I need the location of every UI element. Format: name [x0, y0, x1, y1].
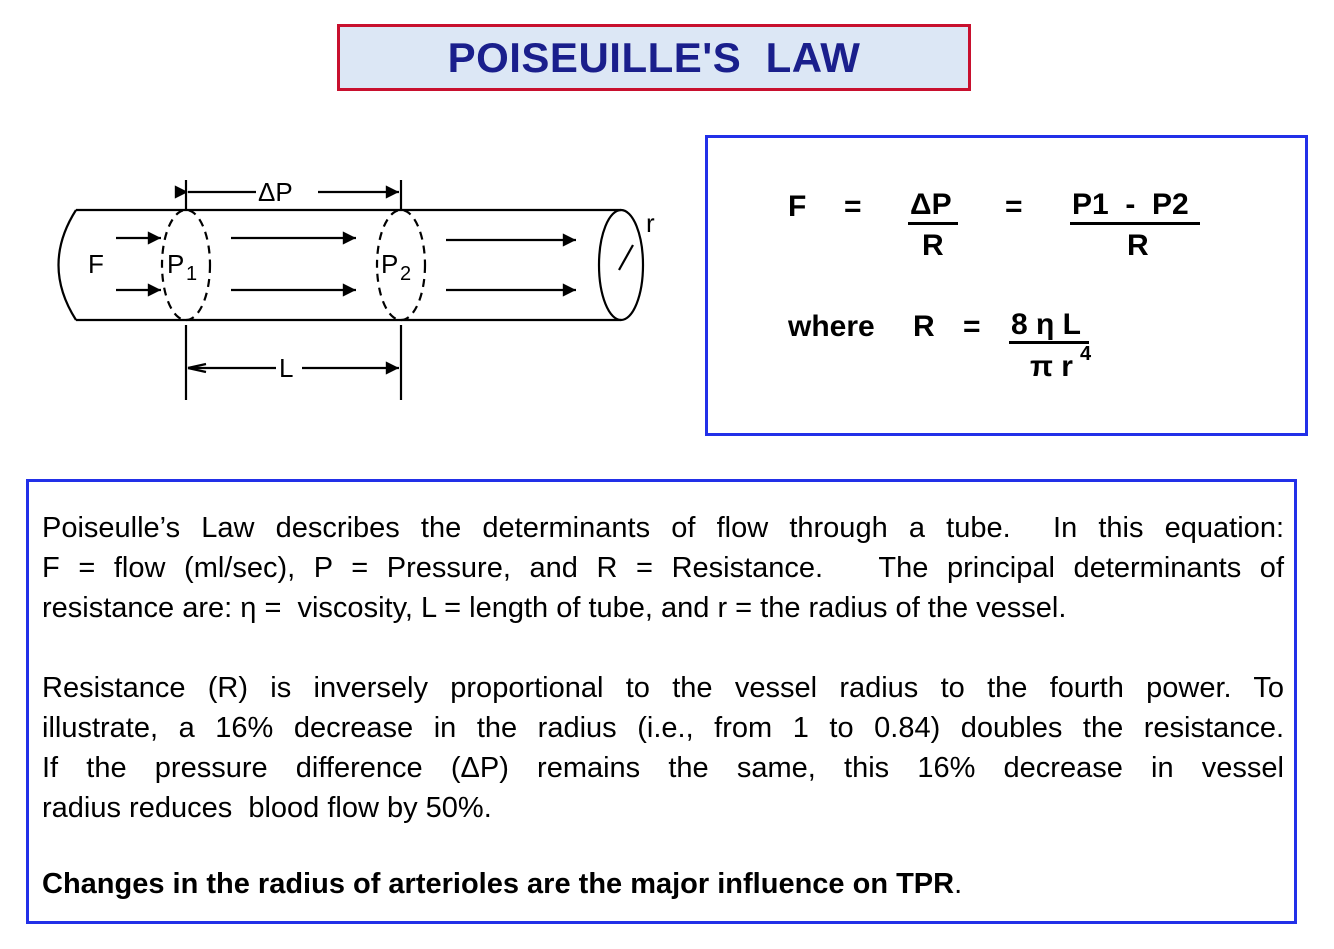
radius-line: [619, 245, 633, 270]
conclusion-period: .: [954, 868, 963, 900]
paragraph-1-line: Poiseulle’s Law describes the determinants of flow through a tube. In this equation:: [42, 512, 1284, 544]
equals-1: =: [844, 190, 862, 223]
resistance-symbol: R: [913, 310, 935, 343]
radius-label: r: [646, 208, 655, 238]
fraction3-denominator: π r: [1030, 350, 1073, 383]
fraction3-numerator: 8 η L: [1011, 308, 1082, 341]
delta-p-label: ΔP: [258, 177, 293, 207]
paragraph-1-line: F = flow (ml/sec), P = Pressure, and R = Resistance. The principal determinants of: [42, 552, 1284, 584]
fraction2-bar: [1070, 222, 1200, 225]
where-label: where: [788, 310, 875, 343]
paragraph-2-line: illustrate, a 16% decrease in the radius (i.e., from 1 to 0.84) doubles the resistance.: [42, 712, 1284, 744]
tube-diagram: [36, 170, 676, 410]
fraction1-denominator: R: [922, 229, 944, 262]
conclusion: [42, 868, 962, 901]
paragraph-1-line: resistance are: η = viscosity, L = length of tube, and r = the radius of the vessel.: [42, 592, 1067, 624]
p2-label: P: [381, 249, 399, 279]
paragraph-2-line: Resistance (R) is inversely proportional to the vessel radius to the fourth power. To: [42, 672, 1284, 704]
paragraph-2: [42, 668, 1284, 828]
equals-2: =: [1005, 190, 1023, 223]
paragraph-2-line: If the pressure difference (ΔP) remains the same, this 16% decrease in vessel: [42, 752, 1284, 784]
length-label: L: [279, 353, 294, 383]
equals-3: =: [963, 310, 981, 343]
flow-label: F: [88, 249, 104, 279]
title-banner: [337, 24, 971, 91]
paragraph-1: [42, 508, 1284, 628]
p2-subscript: 2: [400, 263, 412, 285]
fraction3-exponent: 4: [1080, 343, 1092, 365]
fraction2-denominator: R: [1127, 229, 1149, 262]
paragraph-2-line: radius reduces blood flow by 50%.: [42, 792, 492, 824]
fraction3-bar: [1009, 341, 1089, 344]
fraction2-numerator: P1 - P2: [1072, 188, 1189, 221]
flow-symbol: F: [788, 190, 807, 223]
description-box: [26, 479, 1297, 924]
p1-label: P: [167, 249, 185, 279]
fraction1-bar: [908, 222, 958, 225]
p1-subscript: 1: [186, 263, 198, 285]
formula-box: [705, 135, 1308, 436]
conclusion-bold: Changes in the radius of arterioles are the major influence on TPR: [42, 868, 955, 900]
fraction1-numerator: ΔP: [910, 188, 952, 221]
page-title: POISEUILLE'S LAW: [447, 33, 861, 81]
